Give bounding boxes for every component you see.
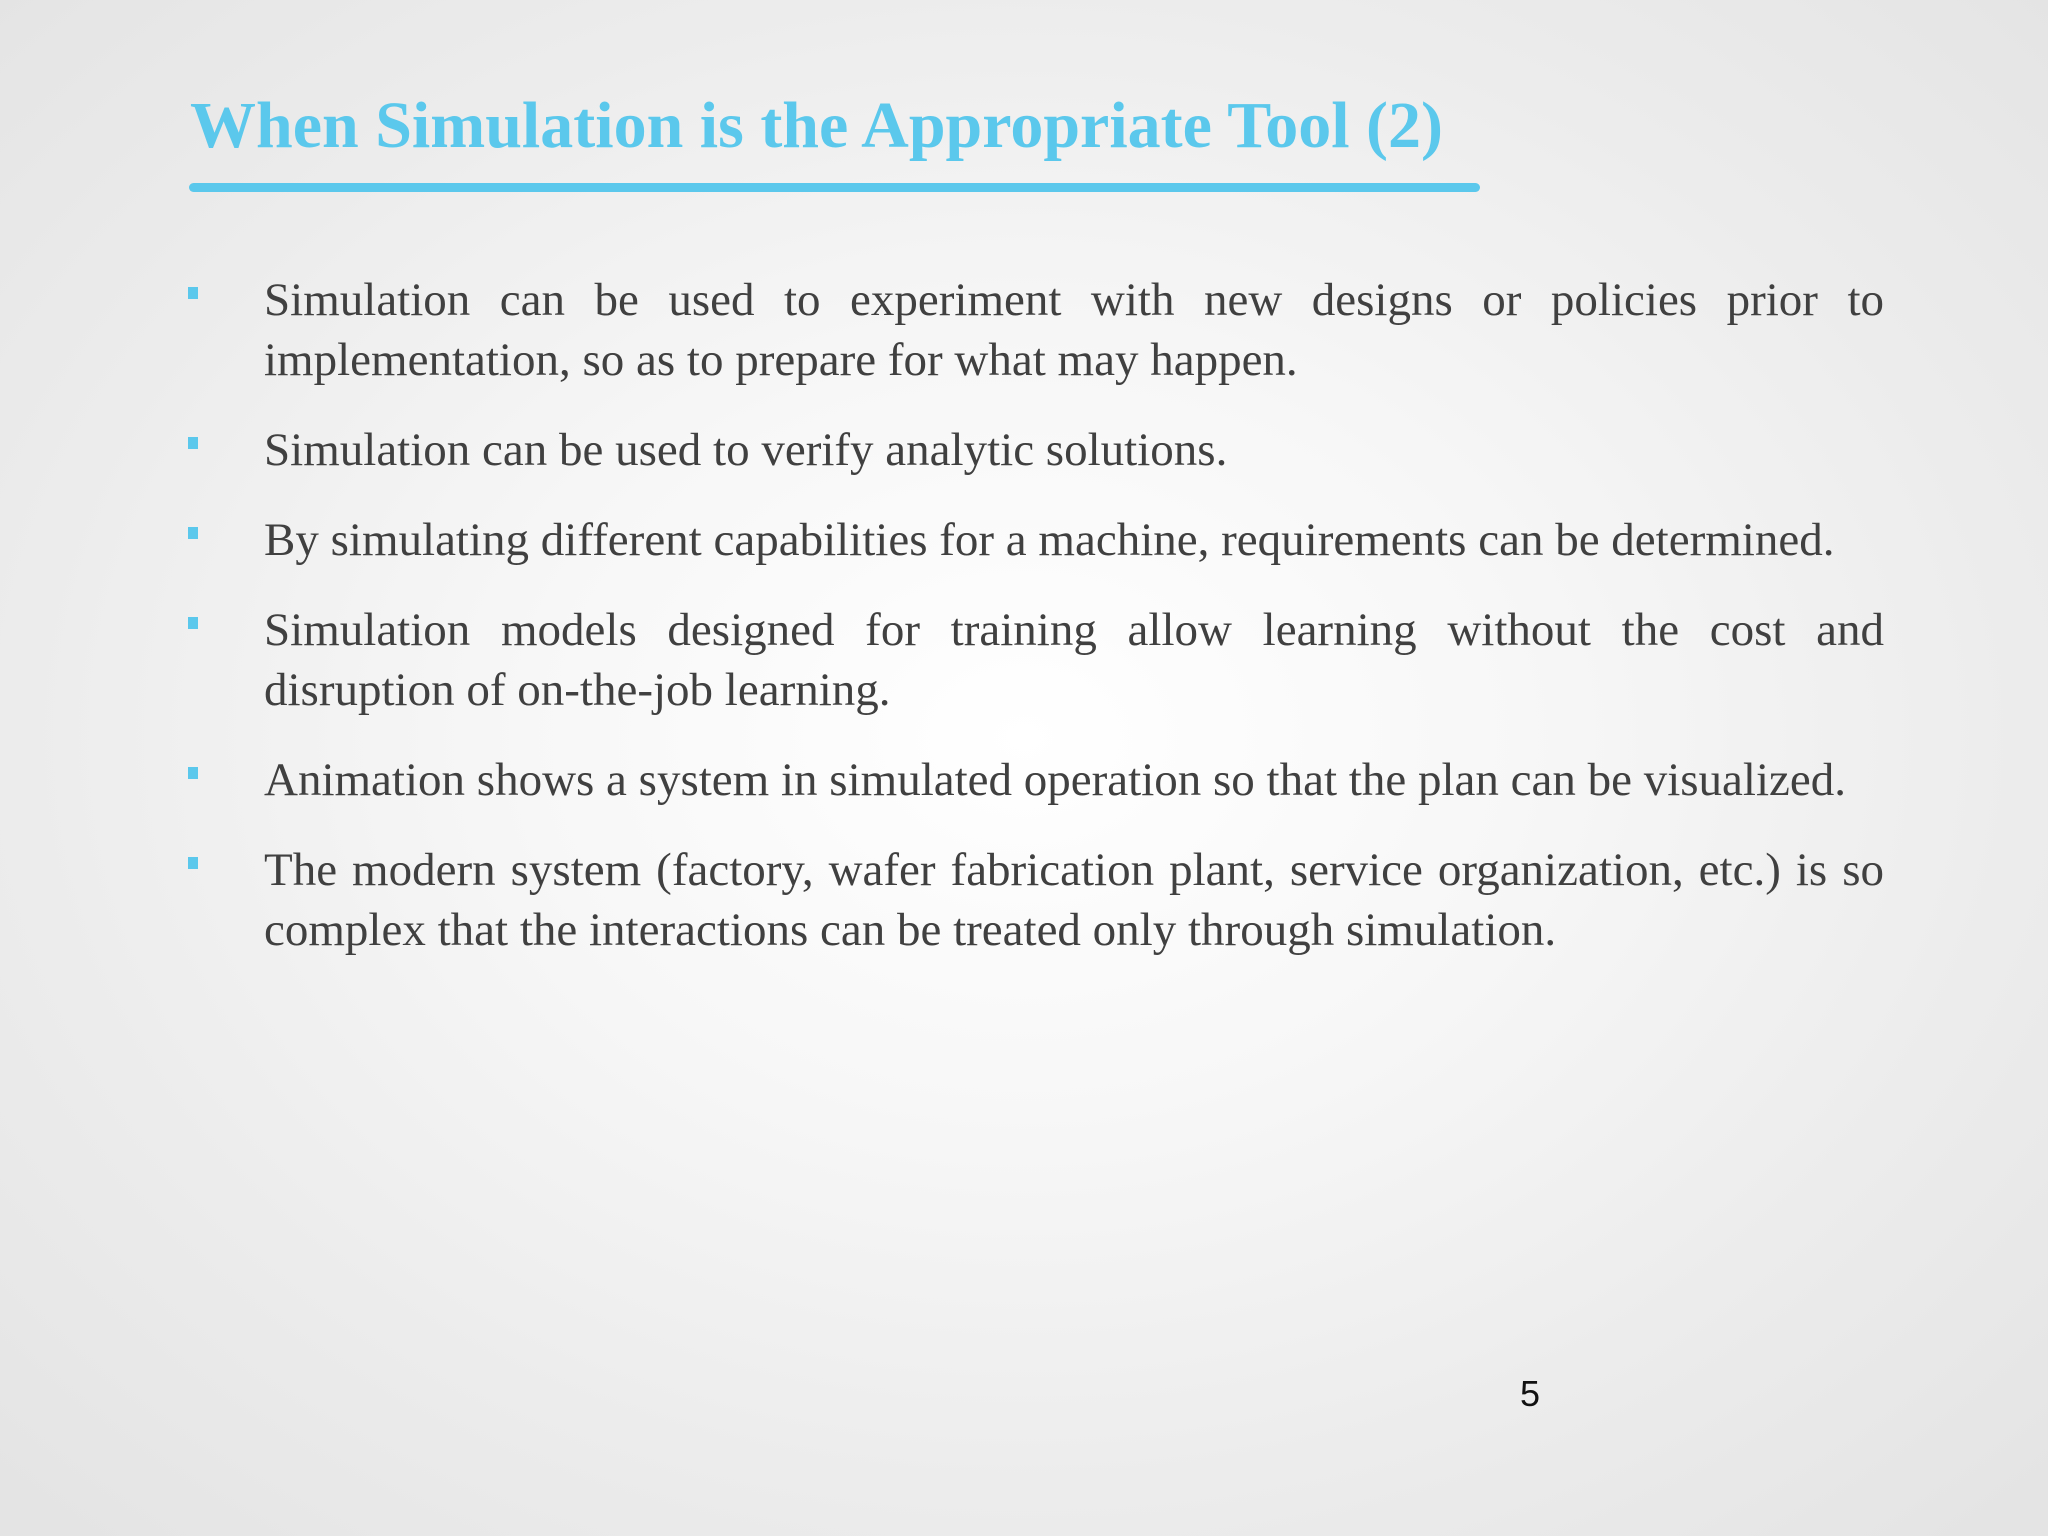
- square-bullet-icon: [188, 527, 198, 539]
- bullet-text: Simulation can be used to verify analytic solutions.: [264, 424, 1228, 476]
- bullet-text: Simulation models designed for training allow learning without the cost and disruption of on-the-job learning.: [264, 604, 1884, 716]
- bullet-text: Animation shows a system in simulated operation so that the plan can be visualized.: [264, 754, 1847, 806]
- title-underline: [189, 183, 1480, 192]
- bullet-list: [188, 270, 1884, 990]
- bullet-text: Simulation can be used to experiment with new designs or policies prior to implementation, so as to prepare for what may happen.: [264, 274, 1884, 386]
- slide-title: When Simulation is the Appropriate Tool (2): [190, 89, 1444, 162]
- square-bullet-icon: [188, 767, 198, 779]
- bullet-text: The modern system (factory, wafer fabrication plant, service organization, etc.) is so complex that the interactions can be treated only through simulation.: [264, 844, 1884, 956]
- square-bullet-icon: [188, 857, 198, 869]
- page-number: 5: [1519, 1373, 1541, 1414]
- bullet-item: [188, 270, 1884, 390]
- bullet-item: [188, 420, 1884, 480]
- square-bullet-icon: [188, 287, 198, 299]
- bullet-item: [188, 840, 1884, 960]
- bullet-text: By simulating different capabilities for a machine, requirements can be determined.: [264, 514, 1835, 566]
- bullet-item: [188, 600, 1884, 720]
- bullet-item: [188, 750, 1884, 810]
- bullet-item: [188, 510, 1884, 570]
- square-bullet-icon: [188, 617, 198, 629]
- square-bullet-icon: [188, 437, 198, 449]
